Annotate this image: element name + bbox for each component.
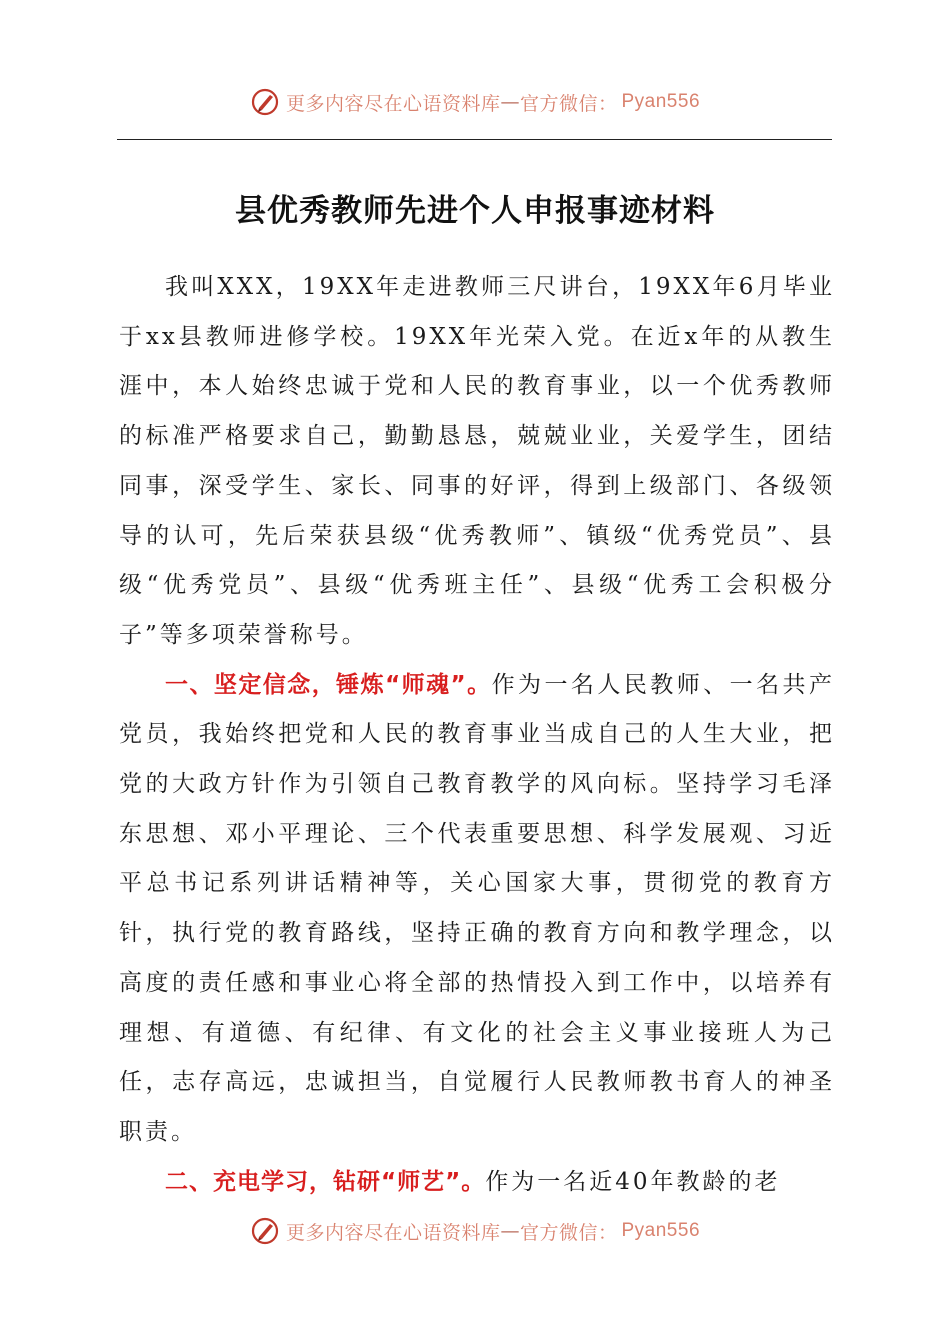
- document-title: 县优秀教师先进个人申报事迹材料: [235, 193, 715, 229]
- section-heading: 二、充电学习，钻研“师艺”。: [165, 1168, 486, 1195]
- pen-logo-icon: [250, 1216, 280, 1246]
- paragraph-section-1: [119, 661, 835, 1158]
- section-heading: 一、坚定信念，锤炼“师魂”。: [165, 671, 492, 698]
- header-watermark-banner: [0, 80, 950, 124]
- paragraph-intro: [119, 263, 835, 661]
- banner-text: 更多内容尽在心语资料库: [285, 92, 501, 115]
- banner-separator: —: [500, 91, 520, 113]
- paragraph-text: 作为一名近40年教龄的老: [485, 1168, 781, 1195]
- paragraph-text: 作为一名人民教师、一名共产党员，我始终把党和人民的教育事业当成自己的人生大业，把党的大政方针作为引领自己教育教学的风向标。坚持学习毛泽东思想、邓小平理论、三个代表重要思想、科学发展观、习近平总书记系列讲话精神等，关心国家大事，贯彻党的教育方针，执行党的教育路线，坚持正确的教育方向和教学理念，以高度的责任感和事业心将全部的热情投入到工作中，以培养有理想、有道德、有纪律、有文化的社会主义事业接班人为己任，志存高远，忠诚担当，自觉履行人民教师教书育人的神圣职责。: [119, 671, 836, 1145]
- banner-separator: —: [500, 1220, 520, 1242]
- pen-logo-icon: [250, 87, 280, 117]
- banner-wechat-id: Pyan556: [621, 91, 701, 112]
- paragraph-section-2: [119, 1158, 835, 1208]
- footer-watermark-banner: [0, 1209, 950, 1253]
- banner-wechat-label: 官方微信：: [519, 1221, 618, 1244]
- paragraph-text: 我叫XXX，19XX年走进教师三尺讲台，19XX年6月毕业于xx县教师进修学校。19XX年光荣入党。在近x年的从教生涯中，本人始终忠诚于党和人民的教育事业，以一个优秀教师的标准严格要求自己，勤勤恳恳，兢兢业业，关爱学生，团结同事，深受学生、家长、同事的好评，得到上级部门、各级领导的认可，先后荣获县级“优秀教师”、镇级“优秀党员”、县级“优秀党员”、县级“优秀班主任”、县级“优秀工会积极分子”等多项荣誉称号。: [119, 274, 835, 648]
- banner-wechat-label: 官方微信：: [519, 92, 618, 115]
- banner-wechat-id: Pyan556: [621, 1220, 701, 1241]
- banner-text: 更多内容尽在心语资料库: [285, 1221, 501, 1244]
- document-body: [119, 263, 835, 1207]
- header-divider: [117, 139, 832, 140]
